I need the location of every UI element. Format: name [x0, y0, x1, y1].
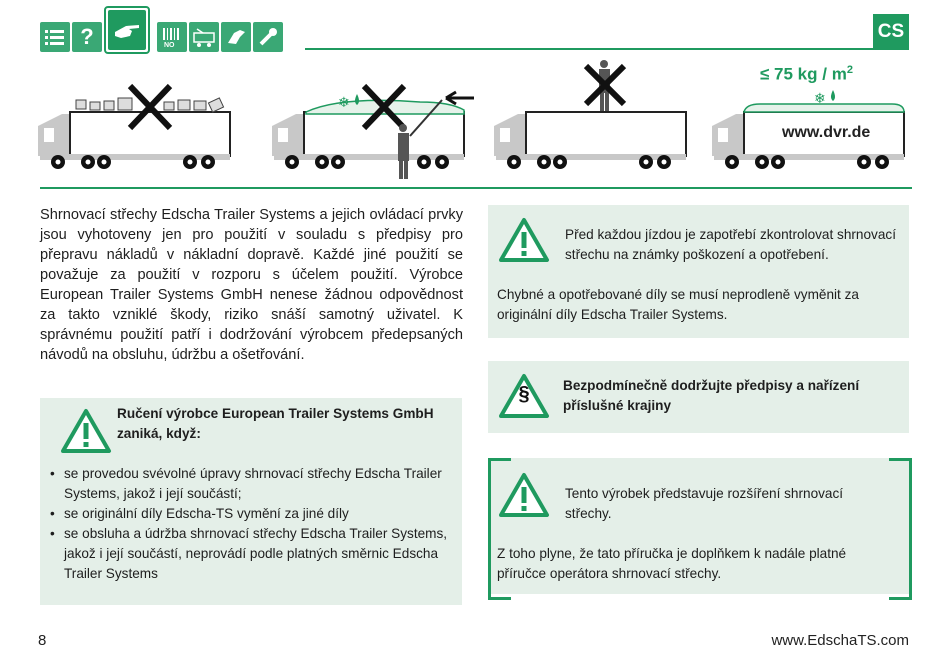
liability-box — [40, 398, 462, 605]
wrench-icon[interactable] — [253, 22, 283, 52]
trailer-tools-icon[interactable] — [189, 22, 219, 52]
header-rule — [305, 48, 873, 50]
weight-limit-label: ≤ 75 kg / $m^2$ — [760, 64, 853, 84]
no-barcode-icon[interactable] — [157, 22, 187, 52]
glove-hand-icon[interactable] — [221, 22, 251, 52]
section-rule — [40, 187, 912, 189]
truck-person-on-roof — [494, 60, 686, 169]
pointing-hand-icon[interactable] — [104, 6, 150, 54]
regulations-box — [488, 361, 909, 433]
list-item: • se provedou svévolné úpravy shrnovací střechy Edscha Trailer Systems, jakož i její součástí; — [40, 464, 450, 504]
extension-box — [488, 458, 909, 594]
bracket-left — [488, 458, 511, 600]
truck-overloaded-roof — [38, 86, 230, 169]
extension-note: Z toho plyne, že tato příručka je doplňkem k nadále platné příručce operátora shrnovací střechy. — [497, 546, 847, 581]
list-icon[interactable] — [40, 22, 70, 52]
section-symbol: § — [518, 383, 530, 405]
intro-paragraph: Shrnovací střechy Edscha Trailer Systems a jejich ovládací prvky jsou vyhotoveny jen pro použití v souladu s předpisy pro přepravu nákladů v nákladní dopravě. Každé jiné použití se považuje za použití v rozporu s účelem použití. Výrobce European Trailer Systems GmbH nenese žádnou odpovědnost za takto vzniklé škody, riziko snáší samotný uživatel. K správnému použití patří i dodržování výrobcem předepsaných návodů na obsluhu, údržbu a ošetřování. — [40, 207, 463, 363]
website-label: www.dvr.de — [782, 124, 871, 141]
truck-snow-removal — [272, 86, 474, 179]
svg-text:❄: ❄ — [814, 91, 826, 107]
page-number: 8 — [38, 632, 47, 649]
svg-text:NO: NO — [164, 42, 175, 49]
list-item: • se obsluha a údržba shrnovací střechy Edscha Trailer Systems, jakož i její součástí, neprovádí podle platných směrnic Edscha Trailer Systems — [40, 524, 450, 584]
warning-triangle-icon — [498, 217, 550, 263]
language-badge: CS — [873, 14, 909, 50]
bracket-right — [889, 458, 912, 600]
svg-text:❄: ❄ — [338, 95, 350, 111]
warning-triangle-icon — [60, 408, 112, 454]
liability-list — [40, 464, 450, 584]
regulations-text: Bezpodmínečně dodržujte předpisy a nařízení příslušné krajiny — [563, 378, 860, 413]
liability-title: Ručení výrobce European Trailer Systems GmbH zaniká, když: — [117, 406, 434, 441]
extension-text: Tento výrobek představuje rozšíření shrnovací střechy. — [565, 486, 844, 521]
question-icon[interactable]: ? — [72, 22, 102, 52]
list-item: • se originální díly Edscha-TS vymění za jiné díly — [40, 504, 450, 524]
inspection-box — [488, 205, 909, 338]
inspection-text: Před každou jízdou je zapotřebí zkontrolovat shrnovací střechu na známky poškození a opotřebení. — [565, 227, 896, 262]
inspection-note: Chybné a opotřebované díly se musí neprodleně vyměnit za originální díly Edscha Trailer Systems. — [497, 287, 859, 322]
footer-url[interactable]: www.EdschaTS.com — [771, 632, 909, 649]
